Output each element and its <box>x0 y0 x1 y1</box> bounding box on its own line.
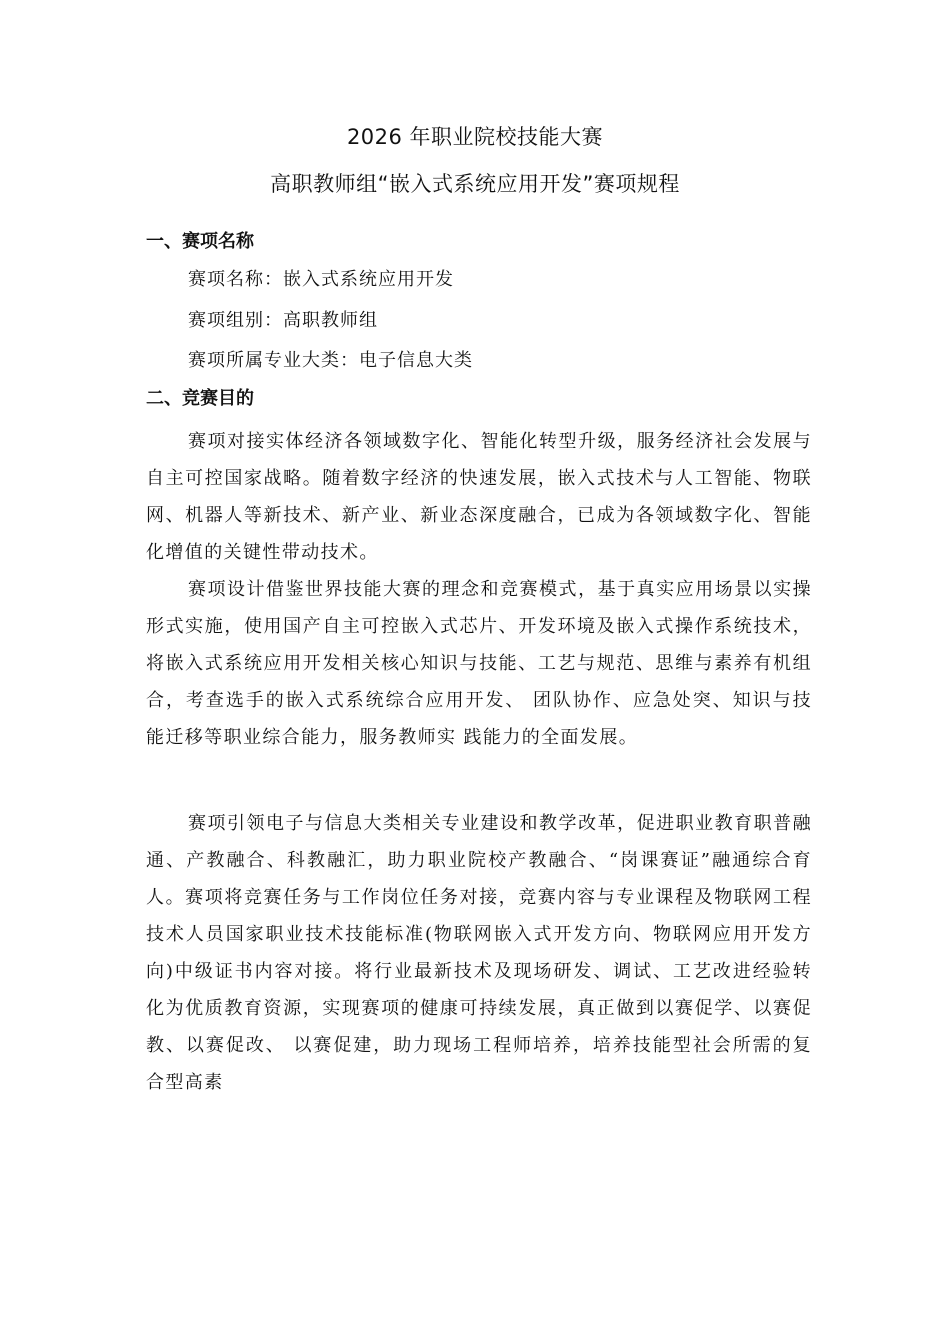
section-heading-event-name: 一、赛项名称 <box>146 231 254 252</box>
event-name-line: 赛项名称：嵌入式系统应用开发 <box>188 269 454 290</box>
purpose-paragraph: 赛项引领电子与信息大类相关专业建设和教学改革，促进职业教育职普融通、产教融合、科教融汇，助力职业院校产教融合、“岗课赛证”融通综合育人。赛项将竞赛任务与工作岗位任务对接，竞赛内容与专业课程及物联网工程技术人员国家职业技术技能标准(物联网嵌入式开发方向、物联网应用开发方向)中级证书内容对接。将行业最新技术及现场研发、调试、工艺改进经验转化为优质教育资源，实现赛项的健康可持续发展，真正做到以赛促学、以赛促教、以赛促改、 以赛促建，助力现场工程师培养，培养技能型社会所需的复合型高素 <box>146 813 812 1093</box>
purpose-paragraph: 赛项设计借鉴世界技能大赛的理念和竞赛模式，基于真实应用场景以实操形式实施，使用国产自主可控嵌入式芯片、开发环境及嵌入式操作系统技术，将嵌入式系统应用开发相关核心知识与技能、工艺与规范、思维与素养有机组合，考查选手的嵌入式系统综合应用开发、 团队协作、应急处突、知识与技能迁移等职业综合能力，服务教师实 践能力的全面发展。 <box>146 579 812 748</box>
section-heading-purpose: 二、竞赛目的 <box>146 388 254 409</box>
event-category-line: 赛项所属专业大类：电子信息大类 <box>188 350 473 371</box>
document-title-line1: 2026 年职业院校技能大赛 <box>346 125 604 149</box>
document-title-line2: 高职教师组“嵌入式系统应用开发”赛项规程 <box>270 172 680 196</box>
event-group-line: 赛项组别：高职教师组 <box>188 310 378 331</box>
purpose-paragraph: 赛项对接实体经济各领域数字化、智能化转型升级，服务经济社会发展与自主可控国家战略。随着数字经济的快速发展，嵌入式技术与人工智能、物联网、机器人等新技术、新产业、新业态深度融合，已成为各领域数字化、智能化增值的关键性带动技术。 <box>146 431 812 563</box>
